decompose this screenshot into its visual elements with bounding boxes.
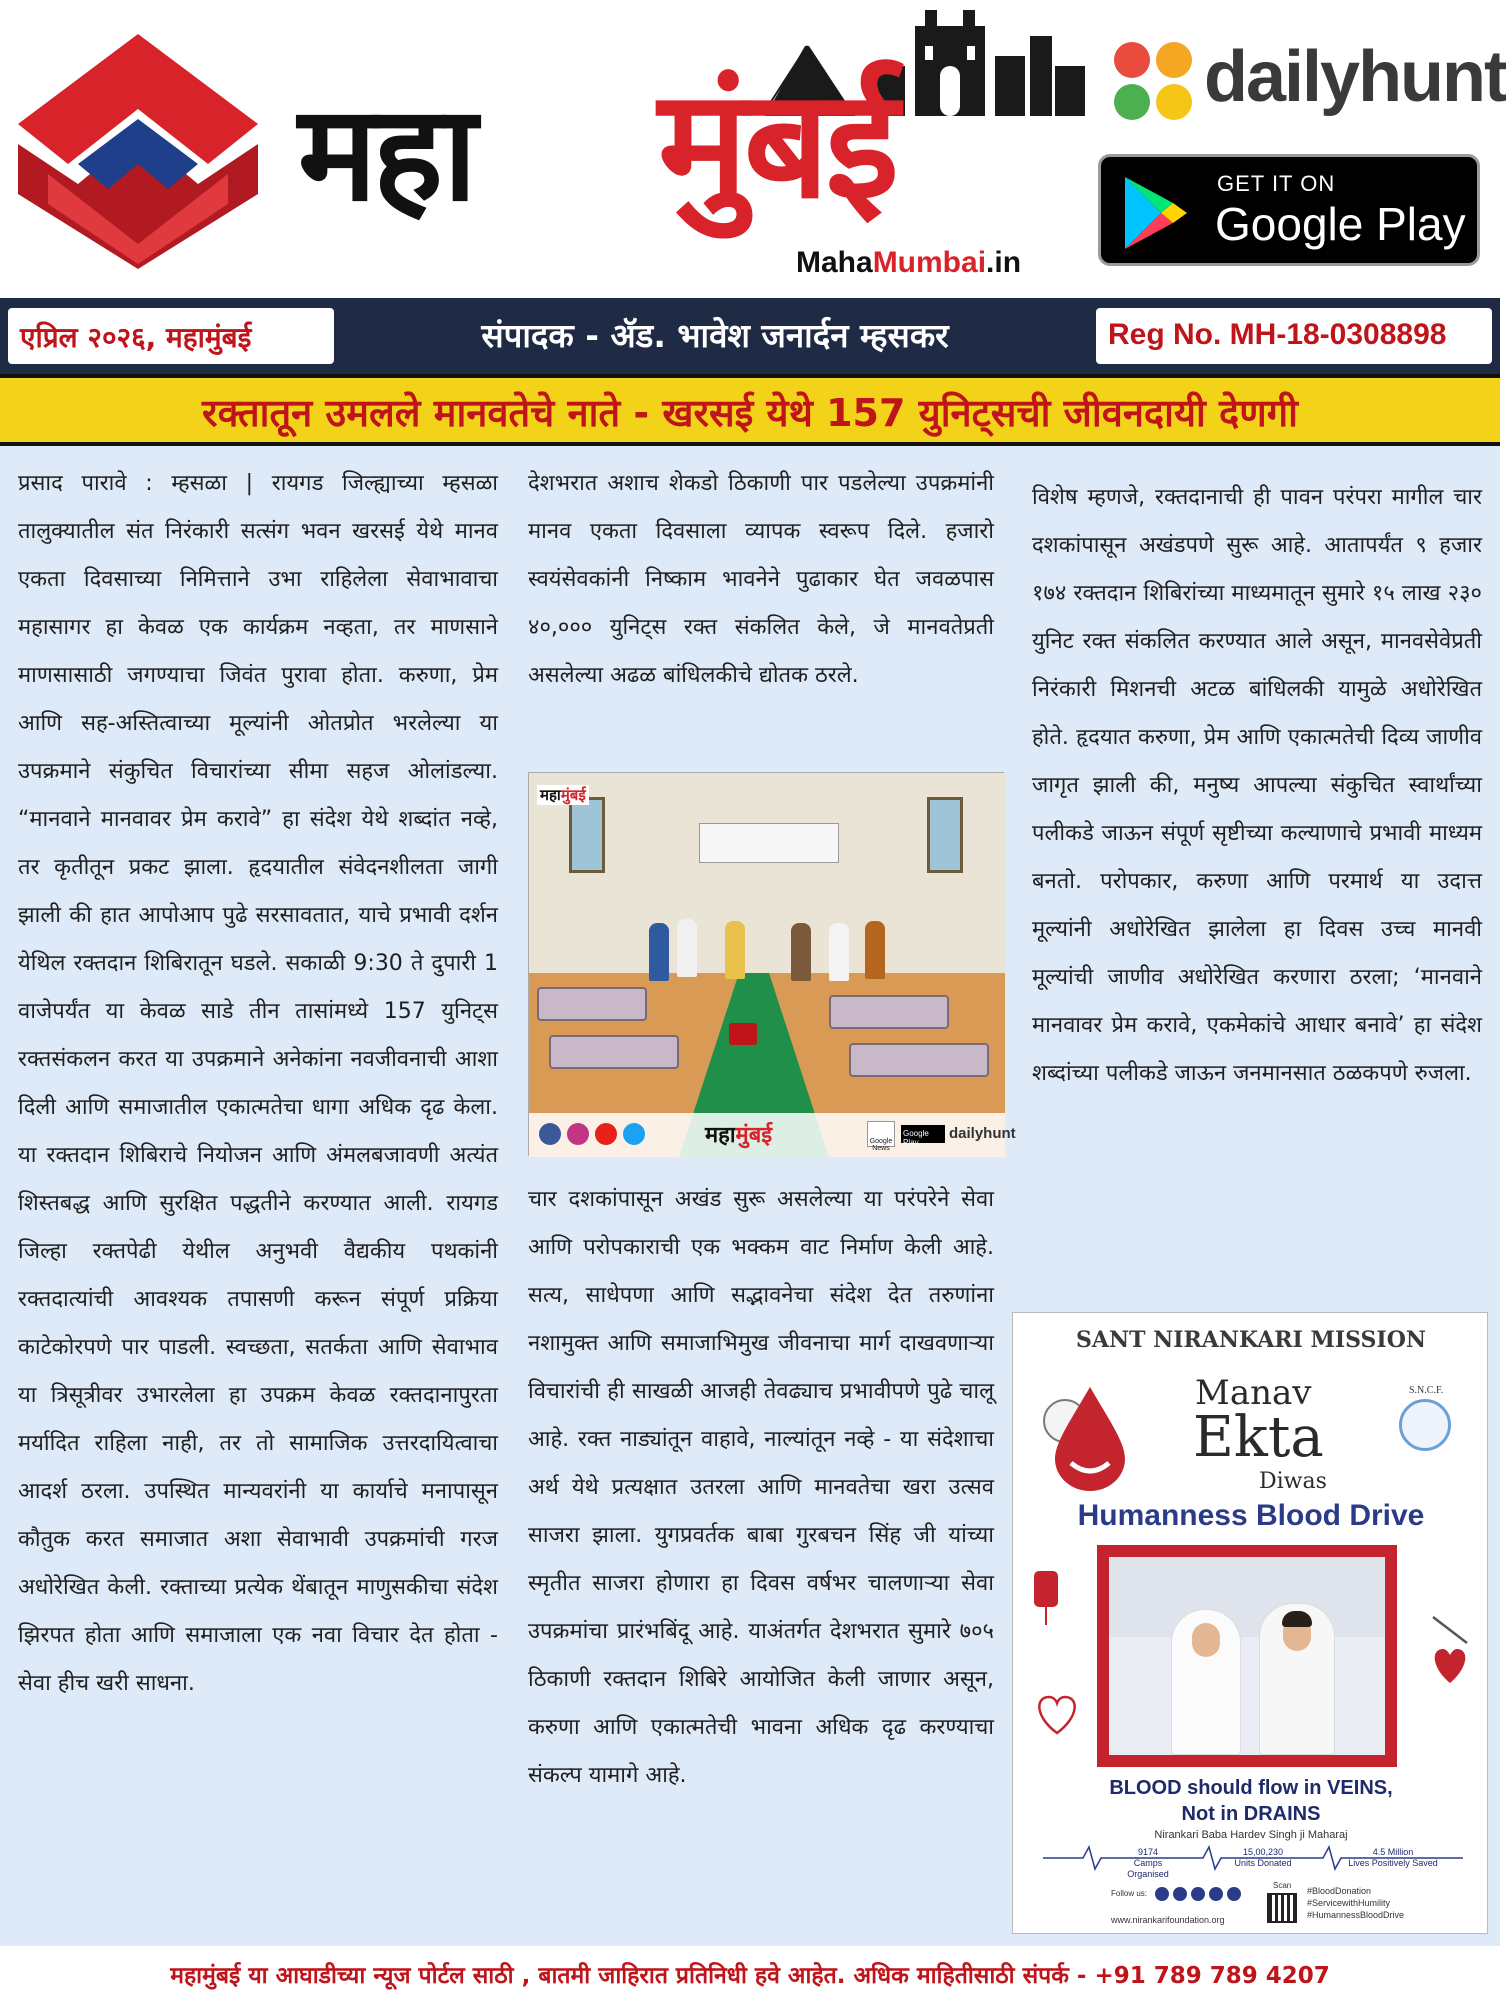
hashtag: #BloodDonation [1307, 1886, 1372, 1896]
article-column-1: प्रसाद पारावे : म्हसळा | रायगड जिल्ह्याच्या म्हसळा तालुक्यातील संत निरंकारी सत्संग भवन खरसई येथे मानव एकता दिवसाच्या निमित्ताने उभा राहिलेला सेवाभावाचा महासागर हा केवळ एक कार्यक्रम नव्हता, तर माणसाने माणसासाठी जगण्याचा जिवंत पुरावा होता. करुणा, प्रेम आणि सह-अस्तित्वाच्या मूल्यांनी ओतप्रोत भरलेल्या या उपक्रमाने संकुचित विचारांच्या सीमा सहज ओलांडल्या. “मानवाने मानवावर प्रेम करावे” हा संदेश येथे शब्दांत नव्हे, तर कृतीतून प्रकट झाला. हृदयातील संवेदनशीलता जागी झाली की हात आपोआप पुढे सरसावतात, याचे प्रभावी दर्शन येथिल रक्तदान शिबिरातून घडले. सकाळी 9:30 ते दुपारी 1 वाजेपर्यंत या केवळ साडे तीन तासांमध्ये 157 युनिट्स रक्तसंकलन करत या उपक्रमाने अनेकांना नवजीवनाची आशा दिली आणि समाजातील एकात्मतेचा धागा अधिक दृढ केला. या रक्तदान शिबिराचे नियोजन आणि अंमलबजावणी अत्यंत शिस्तबद्ध आणि सुरक्षित पद्धतीने करण्यात आली. रायगड जिल्हा रक्तपेढी येथील अनुभवी वैद्यकीय पथकांनी रक्तदात्यांची आवश्यक तपासणी करून संपूर्ण प्रक्रिया काटेकोरपणे पार पाडली. स्वच्छता, सतर्कता आणि सेवाभाव या त्रिसूत्रीवर उभारलेला हा उपक्रम केवळ रक्तदानापुरता मर्यादित राहिला नाही, तर तो सामाजिक उत्तरदायित्वाचा आदर्श ठरला. उपस्थित मान्यवरांनी या कार्याचे मनापासून कौतुक करत समाजात अशा सेवाभावी उपक्रमांची गरज अधोरेखित केली. रक्ताच्या प्रत्येक थेंबातून माणुसकीचा संदेश झिरपत होता आणि समाजाला एक नवा विचार देत होता - सेवा हीच खरी साधना. [18, 471, 498, 1696]
site-url-part3: .in [986, 246, 1022, 279]
article-column-3: विशेष म्हणजे, रक्तदानाची ही पावन परंपरा मागील चार दशकांपासून अखंडपणे सुरू आहे. आतापर्यंत ९ हजार १७४ रक्तदान शिबिरांच्या माध्यमातून सुमारे १५ लाख २३० युनिट रक्त संकलित करण्यात आले असून, मानवसेवेप्रती निरंकारी मिशनची अटळ बांधिलकी यामुळे अधोरेखित होते. हृदयात करुणा, प्रेम आणि एकात्मतेची दिव्य जाणीव जागृत झाली की, मनुष्य आपल्या संकुचित स्वार्थांच्या पलीकडे जाऊन संपूर्ण सृष्टीच्या कल्याणाचे प्रभावी माध्यम बनतो. परोपकार, करुणा आणि परमार्थ या उदात्त मूल्यांनी अधोरेखित झालेला हा दिवस उच्च मानवी मूल्यांची जाणीव अधोरेखित करणारा ठरला; ‘मानवाने मानवावर प्रेम करावे, एकमेकांचे आधार बनावे’ हा संदेश शब्दांच्या पलीकडे जाऊन जनमानसात ठळकपणे रुजला. [1032, 485, 1482, 1086]
site-url-part1: Maha [796, 246, 873, 279]
poster-byline: Nirankari Baba Hardev Singh ji Maharaj [1154, 1829, 1348, 1841]
photo-strip-logo [705, 1119, 772, 1149]
poster-slogan-line1: BLOOD should flow in VEINS, [1109, 1777, 1393, 1799]
photo-logo-maha: महा [540, 786, 561, 804]
instagram-icon[interactable] [567, 1123, 589, 1145]
maha-mumbai-logo-icon [8, 14, 268, 284]
syringe-heart-icon [1425, 1613, 1475, 1703]
brand-maha: महा [298, 77, 474, 231]
poster-footer [1013, 1879, 1489, 1935]
poster-stat [1223, 1847, 1303, 1869]
poster-stat-label: Units Donated [1234, 1858, 1292, 1868]
facebook-icon[interactable] [539, 1123, 561, 1145]
photo-person [829, 923, 849, 981]
issue-date: एप्रिल २०२६, महामुंबई [8, 308, 334, 364]
google-play-icon [1121, 175, 1191, 251]
poster-slogan-line2: Not in DRAINS [1181, 1803, 1321, 1825]
photo-social-strip [529, 1113, 1016, 1157]
article-column-2-top: देशभरात अशाच शेकडो ठिकाणी पार पडलेल्या उपक्रमांनी मानव एकता दिवसाला व्यापक स्वरूप दिले. हजारो स्वयंसेवकांनी निष्काम भावनेने पुढाकार घेत जवळपास ४०,००० युनिट्स रक्त संकलित केले, जे मानवतेप्रती असलेल्या अढळ बांधिलकीचे द्योतक ठरले. [528, 471, 994, 688]
photo-logo-mumbai: मुंबई [560, 786, 586, 804]
heart-hand-icon [1027, 1673, 1087, 1763]
photo-banner [699, 823, 839, 863]
site-url-part2: Mumbai [872, 246, 987, 279]
photo-strip-maha: महा [705, 1123, 736, 1148]
blood-drop-icon [1049, 1383, 1131, 1493]
poster-mission-name: SANT NIRANKARI MISSION [1076, 1327, 1426, 1353]
poster-manav: Manav [1195, 1373, 1312, 1413]
poster-title: Humanness Blood Drive [1077, 1499, 1425, 1532]
poster-stat-label: Lives Positively Saved [1348, 1858, 1438, 1868]
info-bar [0, 298, 1500, 374]
registration-number: Reg No. MH-18-0308898 [1096, 308, 1492, 364]
poster-scan-label: Scan [1273, 1881, 1292, 1890]
poster-photo [1109, 1557, 1385, 1755]
photo-window [569, 797, 605, 873]
hashtag: #ServicewithHumility [1307, 1898, 1391, 1908]
photo-person [865, 921, 885, 979]
blood-camp-photo [528, 772, 1016, 1156]
photo-watermark-logo [537, 785, 589, 805]
poster-follow-label: Follow us: [1111, 1889, 1148, 1898]
twitter-icon[interactable] [623, 1123, 645, 1145]
photo-bed [549, 1035, 679, 1069]
photo-bed [537, 987, 647, 1021]
article-column-2-bottom: चार दशकांपासून अखंड सुरू असलेल्या या परंपरेने सेवा आणि परोपकाराची एक भक्कम वाट निर्माण केली आहे. सत्य, साधेपणा आणि सद्भावनेचा संदेश देत तरुणांना नशामुक्त आणि समाजाभिमुख जीवनाचा मार्ग दाखवणाऱ्या विचारांची ही साखळी आजही तेवढ्याच प्रभावीपणे पुढे चालू आहे. रक्त नाड्यांतून वाहावे, नाल्यांतून नव्हे - या संदेशाचा अर्थ येथे प्रत्यक्षात उतरला आणि मानवतेचा खरा उत्सव साजरा झाला. युगप्रवर्तक बाबा गुरबचन सिंह जी यांच्या स्मृतीत साजरा होणारा हा दिवस वर्षभर चालणाऱ्या सेवा उपक्रमांचा प्रारंभबिंदू आहे. याअंतर्गत देशभरात सुमारे ७०५ ठिकाणी रक्तदान शिबिरे आयोजित केली जाणार असून, करुणा आणि एकात्मतेची भावना अधिक दृढ करण्याचा संकल्प यामागे आहे. [528, 1187, 994, 1788]
poster-snce: S.N.C.F. [1409, 1385, 1444, 1396]
photo-bed [829, 995, 949, 1029]
snce-seal-icon [1399, 1399, 1451, 1451]
poster-hashtags [1307, 1885, 1404, 1921]
youtube-icon[interactable] [595, 1123, 617, 1145]
brand-mumbai: मुंबई [658, 58, 896, 232]
photo-gplay-badge[interactable]: Google Play [901, 1125, 945, 1143]
dailyhunt-logo-icon [1112, 40, 1194, 122]
poster-stat-value: 15,00,230 [1242, 1847, 1284, 1857]
poster-photo-frame [1097, 1545, 1397, 1767]
photo-person [791, 923, 811, 981]
photo-strip-mumbai: मुंबई [735, 1123, 773, 1148]
blood-bag-icon [1031, 1565, 1061, 1625]
google-play-badge[interactable] [1098, 154, 1480, 266]
gplay-big-text: Google Play [1215, 198, 1466, 250]
masthead [0, 0, 1506, 298]
photo-person [677, 919, 697, 977]
hashtag: #HumannessBloodDrive [1307, 1910, 1405, 1920]
headline-band [0, 374, 1500, 446]
photo-bed [849, 1043, 989, 1077]
photo-dailyhunt[interactable]: dailyhunt [949, 1125, 1016, 1142]
poster-diwas: Diwas [1259, 1469, 1327, 1494]
poster-ekta: Ekta [1193, 1405, 1324, 1470]
google-news-badge[interactable]: Google News [867, 1121, 895, 1147]
photo-cooler-box [729, 1023, 757, 1045]
article-body [0, 446, 1500, 1946]
poster-url[interactable]: www.nirankarifoundation.org [1111, 1915, 1225, 1925]
poster-photo-sky [1109, 1557, 1385, 1637]
footer-banner [0, 1946, 1500, 2000]
poster-face [1192, 1623, 1220, 1657]
poster-hair [1282, 1611, 1312, 1627]
poster-stat-label: Camps Organised [1127, 1858, 1169, 1879]
dailyhunt-wordmark[interactable]: dailyhunt [1204, 37, 1506, 117]
x-icon[interactable] [1209, 1887, 1223, 1901]
site-url[interactable] [796, 246, 1021, 280]
instagram-icon[interactable] [1191, 1887, 1205, 1901]
photo-person [649, 923, 669, 981]
photo-person [725, 921, 745, 979]
poster-stat [1343, 1847, 1443, 1869]
poster-stats [1073, 1847, 1453, 1879]
photo-window [927, 797, 963, 873]
email-icon[interactable] [1227, 1887, 1241, 1901]
article-headline: रक्तातून उमलले मानवतेचे नाते - खरसई येथे 157 युनिट्सची जीवनदायी देणगी [202, 391, 1298, 435]
gplay-small-text: GET IT ON [1217, 171, 1336, 196]
youtube-icon[interactable] [1173, 1887, 1187, 1901]
footer-contact-text: महामुंबई या आघाडीच्या न्यूज पोर्टल साठी , बातमी जाहिरात प्रतिनिधी हवे आहेत. अधिक माहितीसाठी संपर्क - +91 789 789 4207 [170, 1963, 1330, 1989]
editor-credit: संपादक - ॲड. भावेश जनार्दन म्हसकर [481, 316, 949, 355]
blood-drive-poster [1012, 1312, 1488, 1934]
facebook-icon[interactable] [1155, 1887, 1169, 1901]
qr-code-icon[interactable] [1267, 1893, 1297, 1923]
poster-stat-value: 4.5 Million [1372, 1847, 1414, 1857]
poster-stat [1113, 1847, 1183, 1880]
poster-stat-value: 9174 [1137, 1847, 1159, 1857]
